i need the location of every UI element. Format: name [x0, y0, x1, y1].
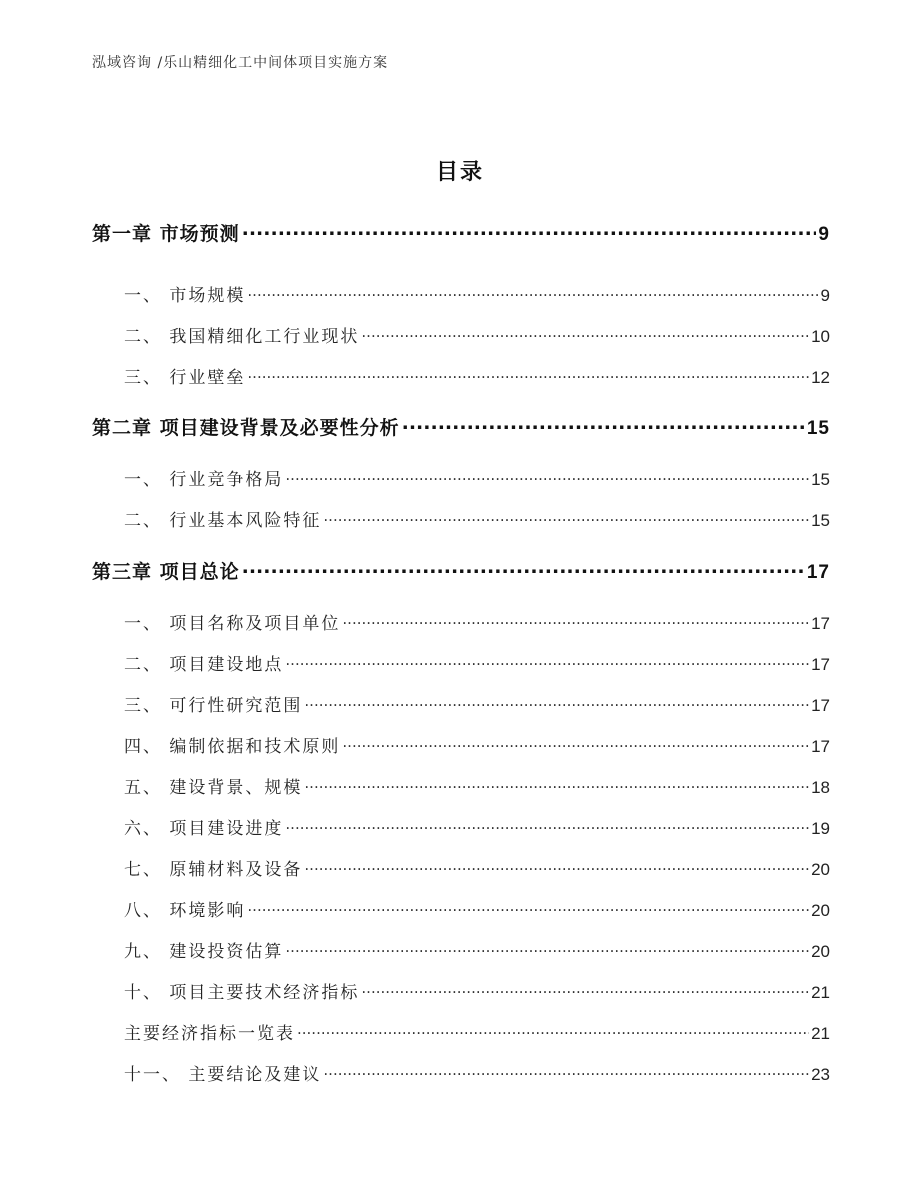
toc-section-1-1[interactable]: [92, 281, 830, 306]
toc-section-3-5[interactable]: [92, 773, 830, 798]
toc-entry-page: 20: [811, 901, 830, 920]
toc-section-3-9[interactable]: [92, 937, 830, 962]
toc-entry-page: 20: [811, 860, 830, 879]
toc-entry-page: 19: [811, 819, 830, 838]
dot-leader: [323, 1060, 809, 1080]
toc-chapter-3[interactable]: [92, 556, 830, 584]
toc-entry-label: 十一、 主要结论及建议: [124, 1065, 322, 1085]
page-header: 泓域咨询 /乐山精细化工中间体项目实施方案: [92, 55, 389, 71]
toc-entry-label: 第二章 项目建设背景及必要性分析: [92, 417, 400, 439]
toc-entry-label: 第三章 项目总论: [92, 561, 240, 583]
dot-leader: [361, 322, 809, 342]
toc-entry-page: 15: [811, 470, 830, 489]
toc-section-1-3[interactable]: [92, 363, 830, 388]
toc-entry-label: 一、 行业竞争格局: [124, 470, 284, 490]
dot-leader: [242, 218, 817, 240]
table-of-contents: [92, 0, 830, 1191]
dot-leader: [247, 896, 809, 916]
dot-leader: [247, 363, 809, 383]
toc-entry-page: 15: [811, 511, 830, 530]
toc-entry-page: 15: [806, 418, 830, 439]
toc-entry-page: 9: [818, 224, 830, 245]
toc-chapter-2[interactable]: [92, 412, 830, 440]
toc-entry-label: 六、 项目建设进度: [124, 819, 284, 839]
toc-entry-page: 20: [811, 942, 830, 961]
dot-leader: [304, 773, 809, 793]
toc-entry-page: 21: [811, 1024, 830, 1043]
toc-entry-label: 三、 行业壁垒: [124, 368, 246, 388]
toc-entry-page: 17: [811, 655, 830, 674]
dot-leader: [242, 556, 805, 578]
toc-entry-label: 二、 项目建设地点: [124, 655, 284, 675]
dot-leader: [323, 506, 809, 526]
toc-section-3-1[interactable]: [92, 609, 830, 634]
toc-entry-page: 17: [811, 614, 830, 633]
toc-entry-label: 一、 项目名称及项目单位: [124, 614, 341, 634]
dot-leader: [297, 1019, 809, 1039]
toc-section-3-8[interactable]: [92, 896, 830, 921]
toc-entry-label: 一、 市场规模: [124, 286, 246, 306]
toc-title: 目录: [435, 160, 484, 185]
dot-leader: [361, 978, 809, 998]
toc-section-3-7[interactable]: [92, 855, 830, 880]
toc-entry-label: 三、 可行性研究范围: [124, 696, 303, 716]
dot-leader: [285, 937, 809, 957]
toc-section-3-6[interactable]: [92, 814, 830, 839]
toc-section-2-1[interactable]: [92, 465, 830, 490]
toc-entry-label: 二、 行业基本风险特征: [124, 511, 322, 531]
toc-entry-label: 九、 建设投资估算: [124, 942, 284, 962]
dot-leader: [247, 281, 818, 301]
toc-entry-label: 十、 项目主要技术经济指标: [124, 983, 360, 1003]
toc-entry-page: 21: [811, 983, 830, 1002]
toc-entry-label: 七、 原辅材料及设备: [124, 860, 303, 880]
toc-entry-label: 第一章 市场预测: [92, 223, 240, 245]
toc-entry-page: 23: [811, 1065, 830, 1084]
dot-leader: [304, 691, 809, 711]
toc-entry-page: 17: [811, 737, 830, 756]
toc-section-3-11[interactable]: [92, 1060, 830, 1085]
toc-entry-page: 17: [811, 696, 830, 715]
toc-entry-page: 12: [811, 368, 830, 387]
toc-entry-page: 10: [811, 327, 830, 346]
toc-section-3-table[interactable]: [92, 1019, 830, 1044]
toc-section-2-2[interactable]: [92, 506, 830, 531]
dot-leader: [285, 650, 809, 670]
toc-entry-label: 四、 编制依据和技术原则: [124, 737, 341, 757]
toc-entry-label: 五、 建设背景、规模: [124, 778, 303, 798]
toc-entry-label: 二、 我国精细化工行业现状: [124, 327, 360, 347]
dot-leader: [285, 465, 809, 485]
toc-section-3-4[interactable]: [92, 732, 830, 757]
toc-section-1-2[interactable]: [92, 322, 830, 347]
toc-entry-label: 八、 环境影响: [124, 901, 246, 921]
dot-leader: [342, 732, 809, 752]
toc-section-3-2[interactable]: [92, 650, 830, 675]
toc-entry-page: 9: [820, 286, 830, 305]
toc-entry-page: 17: [806, 562, 830, 583]
dot-leader: [402, 412, 805, 434]
dot-leader: [285, 814, 809, 834]
toc-entry-label: 主要经济指标一览表: [124, 1024, 295, 1044]
toc-entry-page: 18: [811, 778, 830, 797]
toc-section-3-3[interactable]: [92, 691, 830, 716]
dot-leader: [304, 855, 809, 875]
toc-chapter-1[interactable]: [92, 218, 830, 246]
toc-section-3-10[interactable]: [92, 978, 830, 1003]
dot-leader: [342, 609, 809, 629]
